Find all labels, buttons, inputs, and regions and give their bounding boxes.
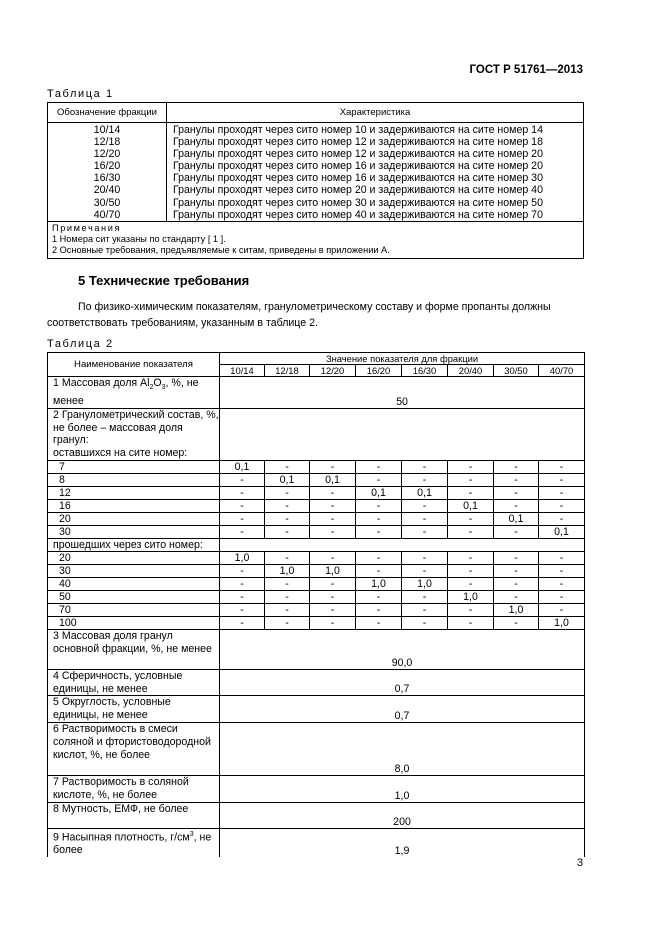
sieve-value: - (402, 460, 448, 473)
sieve-value: - (402, 473, 448, 486)
sieve-row (48, 603, 585, 616)
sieve-row (48, 486, 585, 499)
sieve-value: - (448, 473, 494, 486)
document-code: ГОСТ Р 51761—2013 (469, 64, 583, 76)
sieve-value: - (494, 616, 539, 629)
sieve-value: - (448, 616, 494, 629)
fraction-header: 16/20 (356, 365, 402, 377)
fraction-code: 12/18 (93, 136, 121, 149)
sieve-value: - (402, 512, 448, 525)
table1-desc-cell (167, 123, 584, 222)
sieve-value: - (220, 525, 265, 538)
fraction-description: Гранулы проходят через сито номер 16 и задерживаются на сите номер 20 (173, 160, 543, 173)
sieve-value: - (310, 512, 356, 525)
sieve-row (48, 564, 585, 577)
sieve-value: - (539, 577, 585, 590)
sieve-value: - (265, 525, 310, 538)
fraction-header: 20/40 (448, 365, 494, 377)
sieve-value: - (356, 473, 402, 486)
fraction-code: 16/30 (93, 172, 121, 185)
row-label-turbidity: 8 Мутность, ЕМФ, не более (48, 802, 220, 828)
sieve-value: - (494, 486, 539, 499)
sieve-value: - (310, 551, 356, 564)
sieve-number: 16 (48, 499, 220, 512)
row-value-sphericity: 0,7 (220, 669, 585, 696)
sieve-value: 1,0 (356, 577, 402, 590)
row-value-main-fraction: 90,0 (220, 629, 585, 669)
sieve-value: - (310, 499, 356, 512)
sieve-value: - (310, 590, 356, 603)
sieve-value: - (220, 590, 265, 603)
sieve-value: 0,1 (402, 486, 448, 499)
sieve-value: - (220, 473, 265, 486)
sieve-value: - (220, 577, 265, 590)
fraction-code: 10/14 (93, 124, 121, 136)
sieve-number: 20 (48, 512, 220, 525)
fraction-description: Гранулы проходят через сито номер 12 и задерживаются на сите номер 18 (173, 136, 543, 149)
sieve-value: - (356, 603, 402, 616)
sieve-value: 1,0 (220, 551, 265, 564)
sieve-value: - (539, 551, 585, 564)
row-value-al2o3: 50 (220, 377, 585, 409)
sieve-value: - (494, 473, 539, 486)
sieve-value: 0,1 (494, 512, 539, 525)
fraction-description: Гранулы проходят через сито номер 12 и задерживаются на сите номер 20 (173, 148, 543, 161)
sieve-value: - (356, 616, 402, 629)
fraction-header: 10/14 (220, 365, 265, 377)
section-title: 5 Технические требования (78, 273, 250, 288)
fraction-header: 16/30 (402, 365, 448, 377)
fraction-description: Гранулы проходят через сито номер 40 и задерживаются на сите номер 70 (173, 208, 543, 221)
sieve-value: - (310, 460, 356, 473)
sieve-value: - (265, 499, 310, 512)
fraction-header: 40/70 (539, 365, 585, 377)
sieve-value: - (356, 590, 402, 603)
fraction-code: 30/50 (93, 196, 121, 209)
sieve-value: - (539, 603, 585, 616)
sieve-value: - (494, 590, 539, 603)
table2-header-value: Значение показателя для фракции (220, 353, 585, 365)
sieve-number: 20 (48, 551, 220, 564)
fraction-code: 20/40 (93, 184, 121, 197)
sieve-value: - (402, 590, 448, 603)
table1 (47, 102, 584, 259)
table1-notes (48, 221, 584, 258)
sieve-value: - (402, 616, 448, 629)
sieve-value: - (265, 590, 310, 603)
fraction-description: Гранулы проходят через сито номер 30 и задерживаются на сите номер 50 (173, 196, 543, 209)
sieve-value: - (494, 499, 539, 512)
sieve-value: - (539, 512, 585, 525)
sieve-value: - (265, 460, 310, 473)
sieve-value: - (539, 460, 585, 473)
sieve-value: - (310, 486, 356, 499)
sieve-number: 7 (48, 460, 220, 473)
sieve-value: - (265, 616, 310, 629)
sieve-value: 0,1 (356, 486, 402, 499)
table2 (47, 352, 585, 857)
page-number: 3 (576, 857, 583, 869)
sieve-value: - (220, 486, 265, 499)
sieve-value: - (448, 460, 494, 473)
sieve-value: 1,0 (494, 603, 539, 616)
sieve-value: 1,0 (402, 577, 448, 590)
sieve-value: 0,1 (539, 525, 585, 538)
sieve-value: - (310, 603, 356, 616)
sieve-number: 50 (48, 590, 220, 603)
sieve-number: 12 (48, 486, 220, 499)
sieve-value: 1,0 (265, 564, 310, 577)
sieve-value: - (356, 564, 402, 577)
sieve-value: - (402, 564, 448, 577)
sieve-value: - (265, 512, 310, 525)
sieve-value: - (402, 499, 448, 512)
sieve-value: - (220, 616, 265, 629)
row-value-mud-acid-solubility: 8,0 (220, 723, 585, 776)
sieve-value: - (494, 551, 539, 564)
sieve-value: - (539, 499, 585, 512)
sieve-value: - (494, 577, 539, 590)
table1-codes-cell (48, 123, 167, 222)
sieve-value: - (402, 603, 448, 616)
sieve-value: - (265, 603, 310, 616)
sieve-value: - (310, 525, 356, 538)
sieve-value: - (265, 551, 310, 564)
sieve-number: 30 (48, 564, 220, 577)
sieve-row (48, 616, 585, 629)
sieve-value: - (310, 616, 356, 629)
sieve-value: - (265, 577, 310, 590)
row-label-bulk-density: 9 Насыпная плотность, $г/см^3$, не более (48, 828, 220, 857)
row-label-main-fraction: 3 Массовая доля гранул основной фракции, %, не менее (48, 629, 220, 669)
sieve-value: - (402, 551, 448, 564)
row-label-roundness: 5 Округлость, условные единицы, не менее (48, 696, 220, 723)
sieve-row (48, 577, 585, 590)
sieve-value: - (356, 460, 402, 473)
row-label-mud-acid-solubility: 6 Растворимость в смеси соляной и фтористоводородной кислот, %, не более (48, 723, 220, 776)
sieve-value: - (448, 525, 494, 538)
sieve-value: 0,1 (265, 473, 310, 486)
sieve-value: 1,0 (539, 616, 585, 629)
sieve-value: - (220, 603, 265, 616)
sieve-number: 70 (48, 603, 220, 616)
sieve-value: - (356, 499, 402, 512)
sieve-value: - (539, 473, 585, 486)
row-value-turbidity: 200 (220, 802, 585, 828)
fraction-code: 12/20 (93, 148, 121, 161)
sieve-value: - (448, 551, 494, 564)
sieve-row (48, 499, 585, 512)
row-value-empty (220, 408, 585, 460)
sieve-value: - (220, 499, 265, 512)
fraction-code: 16/20 (93, 160, 121, 173)
sieve-value: 0,1 (220, 460, 265, 473)
fraction-description: Гранулы проходят через сито номер 10 и задерживаются на сите номер 14 (173, 124, 543, 136)
sieve-value: - (448, 603, 494, 616)
row-value-empty (220, 538, 585, 551)
sieve-row (48, 590, 585, 603)
sieve-value: 1,0 (448, 590, 494, 603)
row-label-granulometric: 2 Гранулометрический состав, %, не более – массовая доля гранул: оставшихся на сите номер: (48, 408, 220, 460)
row-label-passed: прошедших через сито номер: (48, 538, 220, 551)
sieve-value: - (310, 577, 356, 590)
table2-header-name: Наименование показателя (48, 353, 220, 377)
sieve-value: - (539, 564, 585, 577)
sieve-value: - (356, 512, 402, 525)
fraction-header: 12/18 (265, 365, 310, 377)
sieve-value: 0,1 (310, 473, 356, 486)
table1-header-description: Характеристика (167, 103, 584, 123)
row-label-al2o3: 1 Массовая доля $Al_2O_3$, %, не менее (48, 377, 220, 409)
sieve-number: 100 (48, 616, 220, 629)
sieve-row (48, 473, 585, 486)
fraction-description: Гранулы проходят через сито номер 16 и задерживаются на сите номер 30 (173, 172, 543, 185)
sieve-value: - (448, 486, 494, 499)
sieve-row (48, 512, 585, 525)
fraction-header: 30/50 (494, 365, 539, 377)
note-1: 1 Номера сит указаны по стандарту [ 1 ]. (52, 233, 226, 244)
row-value-bulk-density: 1,9 (220, 828, 585, 857)
sieve-value: - (220, 564, 265, 577)
row-value-roundness: 0,7 (220, 696, 585, 723)
sieve-value: - (494, 564, 539, 577)
sieve-value: - (448, 564, 494, 577)
sieve-value: - (220, 512, 265, 525)
sieve-row (48, 551, 585, 564)
sieve-value: - (539, 486, 585, 499)
sieve-value: - (356, 551, 402, 564)
sieve-row (48, 525, 585, 538)
row-label-sphericity: 4 Сферичность, условные единицы, не менее (48, 669, 220, 696)
fraction-code: 40/70 (93, 208, 121, 221)
note-2: 2 Основные требования, предъявляемые к ситам, приведены в приложении А. (52, 244, 390, 255)
sieve-value: - (494, 525, 539, 538)
sieve-value: 1,0 (310, 564, 356, 577)
sieve-value: 0,1 (448, 499, 494, 512)
fraction-header: 12/20 (310, 365, 356, 377)
sieve-value: - (494, 460, 539, 473)
body-paragraph: По физико-химическим показателям, гранулометрическому составу и форме пропанты должны соответствовать требованиям, указанным в таблице 2. (47, 301, 551, 329)
row-value-hcl-solubility: 1,0 (220, 776, 585, 803)
sieve-row (48, 460, 585, 473)
table1-caption: Таблица 1 (47, 88, 114, 100)
sieve-number: 30 (48, 525, 220, 538)
sieve-value: - (265, 486, 310, 499)
sieve-value: - (448, 577, 494, 590)
sieve-value: - (356, 525, 402, 538)
table1-header-fraction: Обозначение фракции (48, 103, 167, 123)
notes-title: Примечания (52, 222, 122, 233)
sieve-value: - (539, 590, 585, 603)
fraction-description: Гранулы проходят через сито номер 20 и задерживаются на сите номер 40 (173, 184, 543, 197)
sieve-number: 8 (48, 473, 220, 486)
sieve-number: 40 (48, 577, 220, 590)
sieve-value: - (402, 525, 448, 538)
row-label-hcl-solubility: 7 Растворимость в соляной кислоте, %, не более (48, 776, 220, 803)
table2-caption: Таблица 2 (47, 338, 114, 350)
sieve-value: - (448, 512, 494, 525)
